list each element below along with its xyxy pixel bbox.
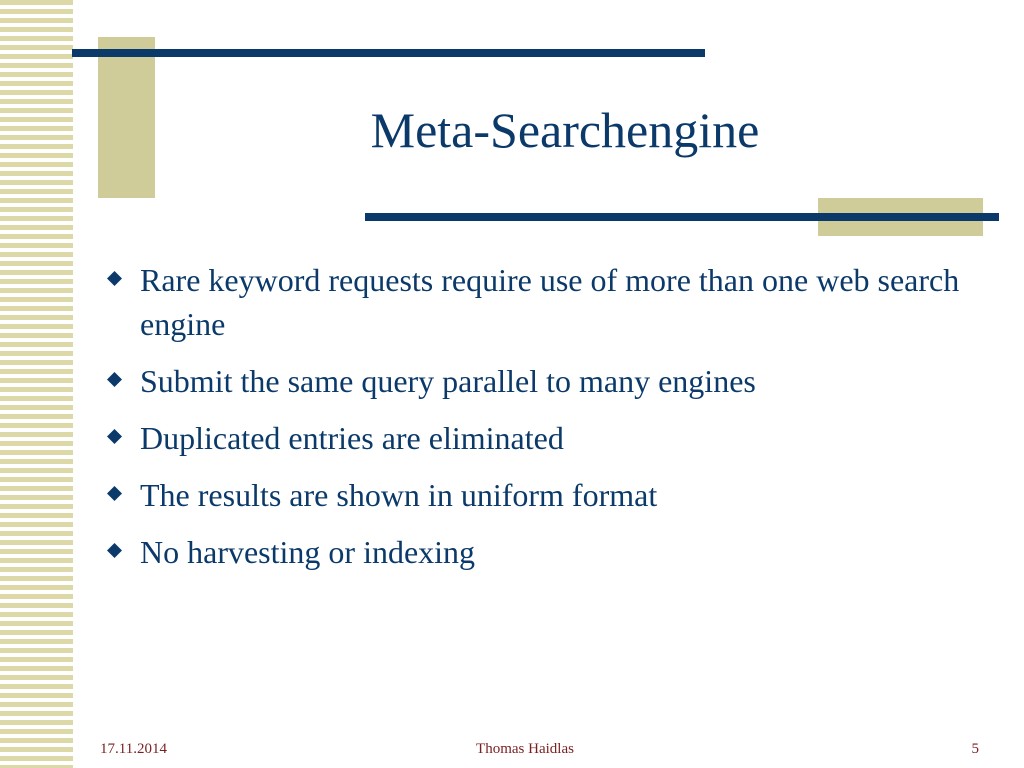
diamond-bullet-icon [107,372,122,387]
top-accent-line [72,49,705,57]
footer-page-number: 5 [971,741,979,757]
bullet-text: The results are shown in uniform format [140,477,658,513]
bullet-text: No harvesting or indexing [140,534,476,570]
bullet-text: Duplicated entries are eliminated [140,420,564,456]
bullet-item [103,359,993,403]
bullet-list [103,258,993,587]
title-underline [365,213,999,221]
bullet-text: Rare keyword requests require use of more than one web search engine [140,262,960,342]
left-stripe-decoration [0,0,73,768]
bullet-item [103,530,993,574]
diamond-bullet-icon [107,543,122,558]
diamond-bullet-icon [107,271,122,286]
bullet-item [103,258,993,346]
diamond-bullet-icon [107,429,122,444]
top-left-accent-block [98,37,155,198]
footer-author: Thomas Haidlas [476,741,574,757]
bullet-text: Submit the same query parallel to many engines [140,363,756,399]
bullet-item [103,416,993,460]
slide-title: Meta-Searchengine [370,102,760,158]
footer-date: 17.11.2014 [100,741,167,757]
diamond-bullet-icon [107,486,122,501]
bullet-item [103,473,993,517]
